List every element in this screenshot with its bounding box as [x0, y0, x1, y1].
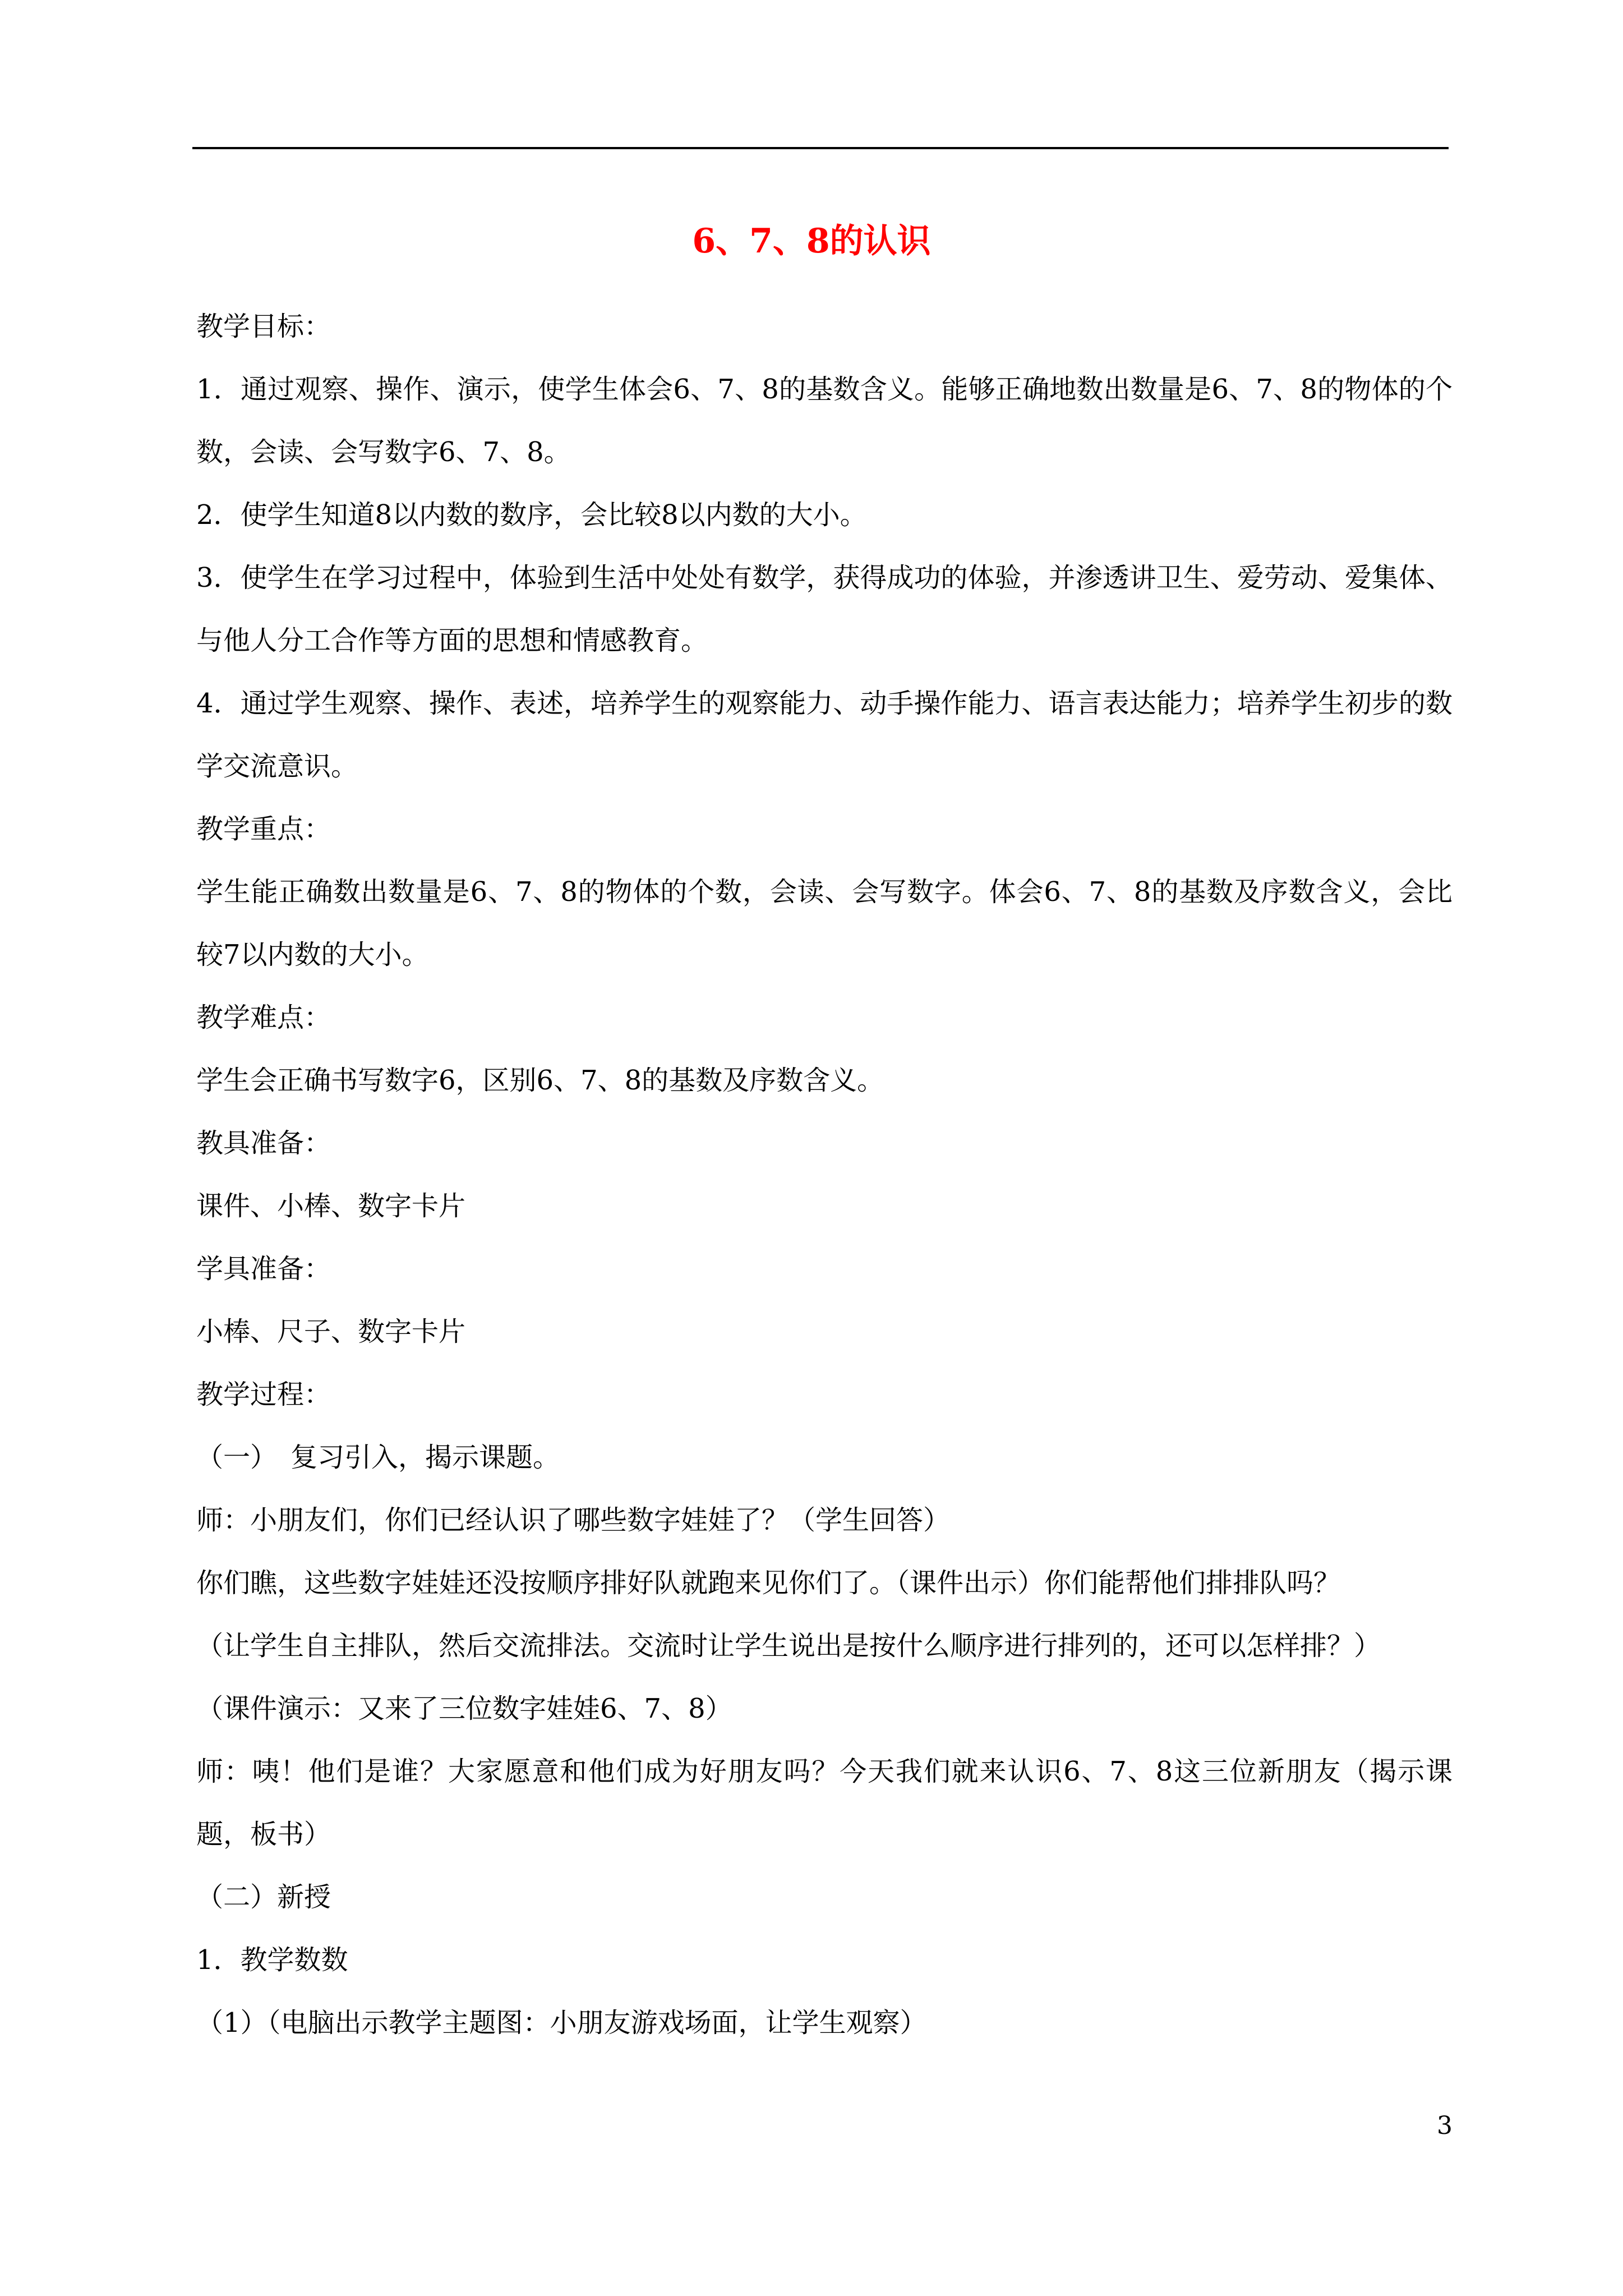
header-rule	[192, 147, 1449, 149]
section-heading-difficulties: 教学难点：	[196, 1002, 331, 1033]
objective-3: 3．使学生在学习过程中，体验到生活中处处有数学，获得成功的体验，并渗透讲卫生、爱劳动、爱集体、与他人分工合作等方面的思想和情感教育。	[196, 562, 1453, 656]
process-line: （课件演示：又来了三位数字娃娃6、7、8）	[196, 1693, 732, 1724]
process-line: （1）（电脑出示教学主题图：小朋友游戏场面，让学生观察）	[196, 2007, 927, 2039]
document-title: 6、7、8的认识	[692, 222, 931, 261]
objective-1: 1．通过观察、操作、演示，使学生体会6、7、8的基数含义。能够正确地数出数量是6、7、8的物体的个数，会读、会写数字6、7、8。	[196, 374, 1453, 468]
process-part-1-heading: （一） 复习引入，揭示课题。	[196, 1442, 560, 1473]
section-heading-process: 教学过程：	[196, 1379, 331, 1410]
page-number: 3	[1437, 2111, 1453, 2140]
process-line: 师：小朋友们，你们已经认识了哪些数字娃娃了？（学生回答）	[196, 1504, 951, 1536]
process-part-2-heading: （二）新授	[196, 1881, 331, 1913]
process-line: 师：咦！他们是谁？大家愿意和他们成为好朋友吗？今天我们就来认识6、7、8这三位新朋友（揭示课题，板书）	[196, 1756, 1453, 1850]
difficulties-text: 学生会正确书写数字6，区别6、7、8的基数及序数含义。	[196, 1065, 884, 1096]
student-aids-text: 小棒、尺子、数字卡片	[196, 1316, 466, 1347]
section-heading-student-aids: 学具准备：	[196, 1253, 331, 1285]
process-line: 你们瞧，这些数字娃娃还没按顺序排好队就跑来见你们了。（课件出示）你们能帮他们排排队吗？	[196, 1567, 1341, 1599]
document-body	[196, 295, 1453, 2054]
objective-2: 2．使学生知道8以内数的数序，会比较8以内数的大小。	[196, 499, 867, 531]
section-heading-teaching-aids: 教具准备：	[196, 1128, 331, 1159]
section-heading-key-points: 教学重点：	[196, 813, 331, 845]
process-line: （让学生自主排队，然后交流排法。交流时让学生说出是按什么顺序进行排列的，还可以怎样排？）	[196, 1630, 1381, 1662]
key-points-text: 学生能正确数出数量是6、7、8的物体的个数，会读、会写数字。体会6、7、8的基数及序数含义，会比较7以内数的大小。	[196, 876, 1453, 970]
objective-4: 4．通过学生观察、操作、表述，培养学生的观察能力、动手操作能力、语言表达能力；培养学生初步的数学交流意识。	[196, 688, 1453, 782]
process-subheading: 1．教学数数	[196, 1944, 348, 1976]
section-heading-objectives: 教学目标：	[196, 311, 331, 342]
teaching-aids-text: 课件、小棒、数字卡片	[196, 1190, 466, 1222]
